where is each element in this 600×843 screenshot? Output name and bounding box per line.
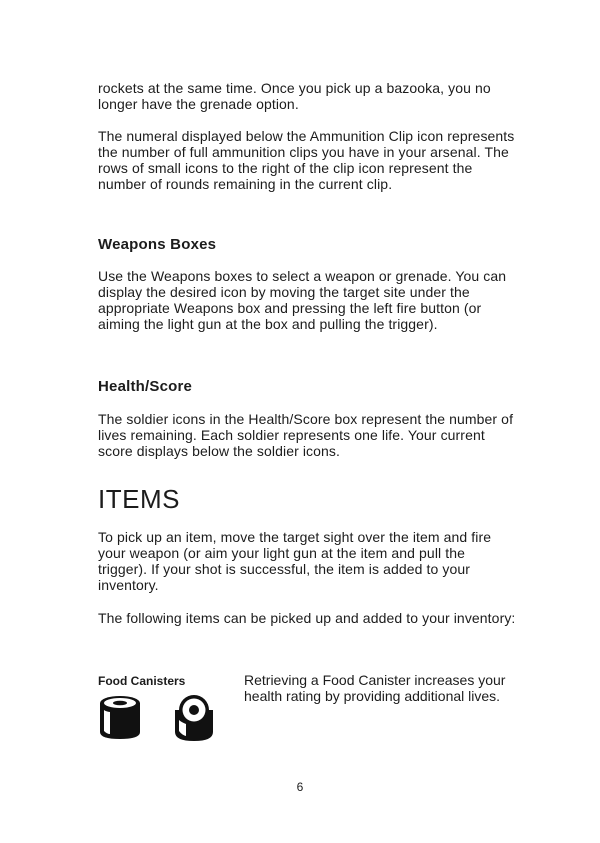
paragraph-ammunition-clip: The numeral displayed below the Ammunition Clip icon represents the number of full ammunition clips you have in your arsenal. The rows of small icons to the right of the clip icon represent the number of rounds remaining in the current clip. <box>98 128 515 192</box>
paragraph-health-score: The soldier icons in the Health/Score box represent the number of lives remaining. Each soldier represents one life. Your current score displays below the soldier icons. <box>98 411 514 459</box>
heading-weapons-boxes: Weapons Boxes <box>98 236 217 253</box>
paragraph-bazooka: rockets at the same time. Once you pick up a bazooka, you no longer have the grenade option. <box>98 80 491 112</box>
item-label-food-canisters: Food Canisters <box>98 674 186 688</box>
paragraph-weapons-boxes: Use the Weapons boxes to select a weapon or grenade. You can display the desired icon by moving the target site under the appropriate Weapons box and pressing the left fire button (or aiming the light gun at the box and pulling the trigger). <box>98 268 507 332</box>
food-canister-top-icon <box>172 694 216 742</box>
paragraph-following-items: The following items can be picked up and added to your inventory: <box>98 610 516 626</box>
paragraph-pick-up-item: To pick up an item, move the target sight over the item and fire your weapon (or aim your light gun at the item and pull the trigger). If your shot is successful, the item is added to your inventory. <box>98 529 492 593</box>
food-canister-side-icon <box>98 694 142 740</box>
section-title-items: ITEMS <box>98 484 180 514</box>
page-number: 6 <box>296 780 304 794</box>
heading-health-score: Health/Score <box>98 378 193 395</box>
item-description-food-canisters: Retrieving a Food Canister increases your health rating by providing additional lives. <box>244 672 506 704</box>
